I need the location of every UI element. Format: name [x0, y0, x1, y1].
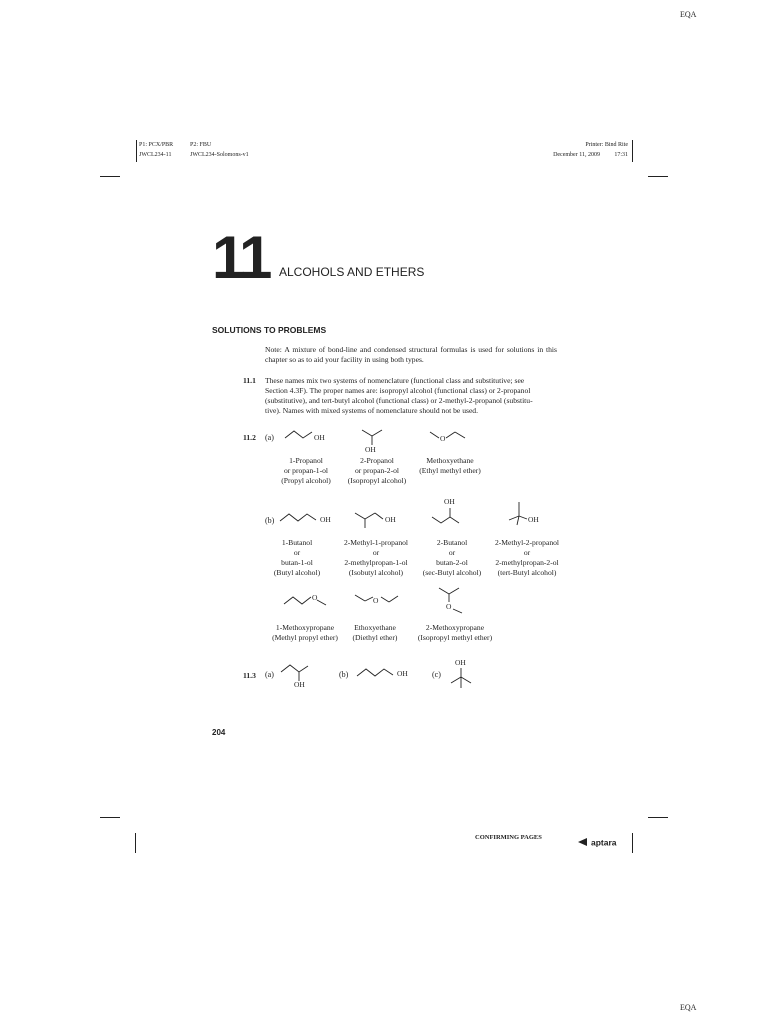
text-line: These names mix two systems of nomenclature (functional class and substitutive; see [265, 376, 525, 385]
structure-1-methoxypropane [284, 593, 334, 607]
crop-mark [135, 833, 136, 853]
name-line: butan-2-ol [436, 558, 468, 567]
name-prefix: (tert [497, 568, 511, 577]
structure-2-butanol [432, 507, 472, 527]
header-job2: JWCL234-Solomons-v1 [190, 152, 249, 158]
problem-number: 11.3 [243, 671, 256, 680]
oh-label: OH [365, 445, 376, 454]
name-line: or [448, 548, 456, 557]
compound-label-2-methyl-2-propanol [482, 538, 572, 578]
name-line: or [372, 548, 380, 557]
structure-2-methoxypropane [437, 585, 467, 615]
crop-mark [632, 140, 633, 162]
compound-label-1-butanol [252, 538, 342, 578]
name-line: or propan-1-ol [283, 466, 329, 475]
name-line: Methoxyethane [426, 456, 474, 465]
o-label: O [373, 596, 379, 605]
structure-2-propanol [362, 427, 386, 447]
header-printer: Printer: Bind Rite [585, 142, 628, 148]
oh-label: OH [320, 515, 331, 524]
oh-label: OH [314, 433, 325, 442]
name-line: 2-Methoxypropane [425, 623, 485, 632]
name-suffix: -Butyl alcohol) [435, 568, 482, 577]
oh-label: OH [385, 515, 396, 524]
compound-label-methoxyethane [405, 456, 495, 476]
name-line [482, 568, 572, 578]
eqa-top: EQA [680, 10, 697, 19]
confirming-pages: CONFIRMING PAGES [475, 834, 542, 841]
oh-label: OH [444, 497, 455, 506]
name-line: (Propyl alcohol) [281, 476, 331, 485]
aptara-mark-icon [578, 838, 587, 846]
crop-mark [136, 140, 137, 162]
name-line: butan-1-ol [281, 558, 313, 567]
name-line: 1-Methoxypropane [275, 623, 335, 632]
part-label: (a) [265, 433, 274, 442]
text-line: (substitutive), and tert-butyl alcohol (functional class) or 2-methyl-2-propanol (substitu- [265, 396, 533, 405]
oh-label: OH [455, 658, 466, 667]
structure-11-3-c [447, 667, 477, 691]
name-line: or [293, 548, 301, 557]
name-suffix: -Butyl alcohol) [510, 568, 557, 577]
name-prefix: (sec [422, 568, 436, 577]
note-text: Note: A mixture of bond-line and condensed structural formulas is used for solutions in this chapter so as to aid your facility in using both types. [265, 345, 557, 364]
name-line: (Diethyl ether) [352, 633, 398, 642]
problem-number: 11.1 [243, 376, 256, 385]
name-line: (Isobutyl alcohol) [348, 568, 404, 577]
structure-ethoxyethane [355, 592, 405, 606]
crop-mark [100, 817, 120, 818]
oh-label: OH [528, 515, 539, 524]
section-heading: SOLUTIONS TO PROBLEMS [212, 325, 327, 335]
o-label: O [446, 602, 452, 611]
crop-mark [632, 833, 633, 853]
name-line: 1-Propanol [289, 456, 323, 465]
header-job1: JWCL234-11 [139, 152, 172, 158]
header-date: December 11, 2009 [553, 152, 600, 158]
header-p1: P1: PCX/PBR [139, 142, 174, 148]
crop-mark [100, 176, 120, 177]
oh-label: OH [397, 669, 408, 678]
chapter-number: 11 [212, 224, 270, 291]
structure-methoxyethane [430, 430, 470, 442]
text-line: Section 4.3F). The proper names are: isopropyl alcohol (functional class) or 2-propanol [265, 386, 531, 395]
problem-11-1-text [265, 376, 557, 416]
name-line: 2-Butanol [436, 538, 468, 547]
page-number: 204 [212, 728, 226, 737]
name-line: (Ethyl methyl ether) [419, 466, 481, 475]
name-line: 2-Methyl-1-propanol [343, 538, 409, 547]
aptara-wordmark: aptara [591, 837, 617, 848]
structure-11-3-b [357, 666, 397, 678]
crop-mark [648, 817, 668, 818]
name-line: (Methyl propyl ether) [272, 633, 338, 642]
part-label: (b) [339, 670, 349, 679]
o-label: O [312, 593, 318, 602]
structure-1-butanol [280, 511, 320, 523]
name-line: (Butyl alcohol) [273, 568, 321, 577]
header-p2: P2: FBU [190, 142, 212, 148]
text-line: tive). Names with mixed systems of nomenclature should not be used. [265, 406, 479, 415]
part-label: (a) [265, 670, 274, 679]
part-label: (c) [432, 670, 441, 679]
part-label: (b) [265, 516, 275, 525]
name-line: (Isopropyl alcohol) [347, 476, 407, 485]
structure-2-methyl-1-propanol [355, 510, 389, 530]
name-line: 2-Propanol [360, 456, 394, 465]
name-line: 2-methylpropan-2-ol [495, 558, 559, 567]
problem-number: 11.2 [243, 433, 256, 442]
name-line: 2-Methyl-2-propanol [494, 538, 560, 547]
structure-1-propanol [285, 428, 315, 440]
oh-label: OH [294, 680, 305, 689]
compound-label-2-methoxypropane [405, 623, 505, 643]
name-line: 1-Butanol [281, 538, 313, 547]
name-line: or propan-2-ol [354, 466, 400, 475]
name-line: (Isopropyl methyl ether) [417, 633, 493, 642]
name-line: Ethoxyethane [354, 623, 396, 632]
o-label: O [440, 434, 446, 443]
name-line: 2-methylpropan-1-ol [344, 558, 408, 567]
eqa-bottom: EQA [680, 1003, 697, 1012]
header-time: 17:31 [614, 152, 628, 158]
crop-mark [648, 176, 668, 177]
chapter-title: ALCOHOLS AND ETHERS [279, 265, 425, 279]
name-line: or [523, 548, 531, 557]
aptara-logo [578, 833, 617, 851]
